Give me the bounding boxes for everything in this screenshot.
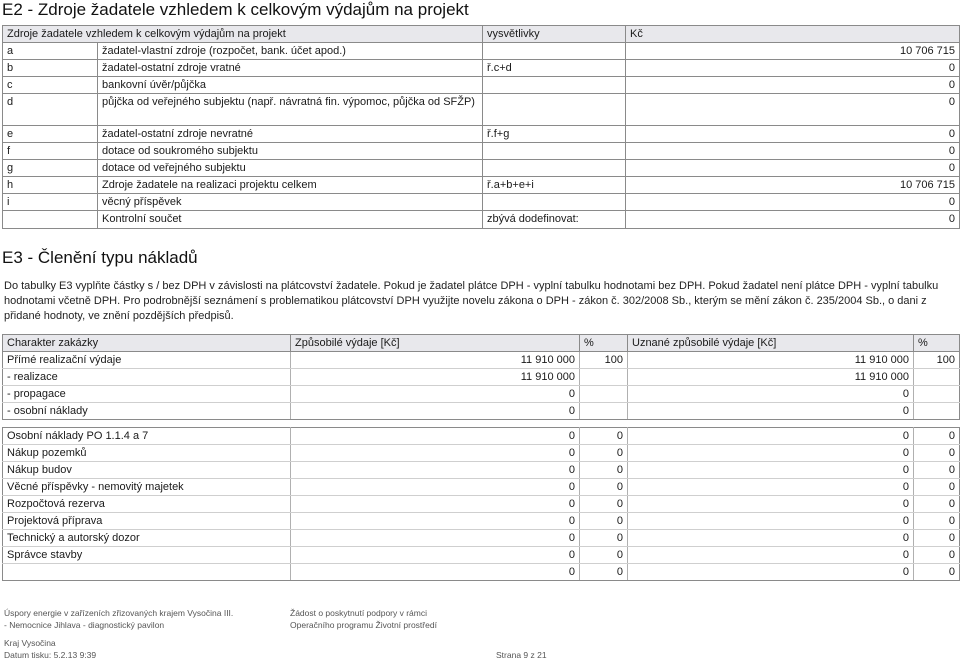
row-value: 10 706 715	[626, 43, 960, 60]
approved-amount: 0	[628, 496, 914, 513]
table-row	[3, 143, 960, 160]
section-title-e3: E3 - Členění typu nákladů	[2, 248, 198, 267]
row-label	[3, 564, 291, 581]
row-code: b	[3, 60, 98, 77]
eligible-percent: 0	[580, 547, 628, 564]
eligible-amount: 0	[291, 462, 580, 479]
table-row	[3, 547, 960, 564]
checksum-blank	[3, 211, 98, 229]
row-note: ř.f+g	[483, 126, 626, 143]
approved-percent: 0	[914, 564, 960, 581]
approved-percent	[914, 386, 960, 403]
approved-amount: 11 910 000	[628, 352, 914, 369]
approved-percent: 0	[914, 479, 960, 496]
table-row	[3, 428, 960, 445]
row-note	[483, 160, 626, 177]
cost-breakdown-table	[2, 334, 960, 581]
eligible-percent: 0	[580, 428, 628, 445]
eligible-percent	[580, 386, 628, 403]
table-row	[3, 77, 960, 94]
table-row	[3, 530, 960, 547]
header-c3: %	[580, 335, 628, 352]
row-label: Osobní náklady PO 1.1.4 a 7	[3, 428, 291, 445]
approved-amount: 0	[628, 530, 914, 547]
approved-percent: 0	[914, 428, 960, 445]
row-value: 0	[626, 94, 960, 126]
eligible-percent: 0	[580, 462, 628, 479]
row-code: f	[3, 143, 98, 160]
header-notes: vysvětlivky	[483, 26, 626, 43]
row-code: i	[3, 194, 98, 211]
footer-applicant: Kraj Vysočina	[4, 638, 56, 648]
e3-description: Do tabulky E3 vyplňte částky s / bez DPH v závislosti na plátcovství žadatele. Pokud je žadatel plátce DPH - vyplní tabulku hodnotami bez DPH. Pokud žadatel není plátce DPH - vyplní tabulku hodnotami včetně DPH. Pro podrobnější seznámení s problematikou plátcovství DPH využijte novelu zákona o DPH - zákon č. 302/2008 Sb., kterým se mění zákon č. 235/2004 Sb., o dani z přidané hodnoty, ve znění pozdějších předpisů.	[4, 280, 939, 322]
eligible-amount: 0	[291, 386, 580, 403]
approved-amount: 0	[628, 445, 914, 462]
print-date: Datum tisku: 5.2.13 9:39	[4, 650, 97, 660]
row-value: 0	[626, 194, 960, 211]
table-row	[3, 513, 960, 530]
footer-project-line1: Úspory energie v zařízeních zřizovaných krajem Vysočina III.	[4, 608, 234, 618]
header-c4: Uznané způsobilé výdaje [Kč]	[628, 335, 914, 352]
approved-amount: 0	[628, 547, 914, 564]
row-value: 0	[626, 126, 960, 143]
eligible-amount: 0	[291, 564, 580, 581]
checksum-row	[3, 211, 960, 229]
section-title-e2: E2 - Zdroje žadatele vzhledem k celkovým výdajům na projekt	[2, 0, 469, 19]
table-row	[3, 94, 960, 126]
eligible-amount: 11 910 000	[291, 352, 580, 369]
table-row	[3, 160, 960, 177]
footer-program-line1: Žádost o poskytnutí podpory v rámci	[290, 608, 428, 618]
table-row	[3, 445, 960, 462]
approved-percent: 0	[914, 462, 960, 479]
eligible-amount: 11 910 000	[291, 369, 580, 386]
header-sources: Zdroje žadatele vzhledem k celkovým výdajům na projekt	[3, 26, 483, 43]
approved-amount: 0	[628, 513, 914, 530]
row-label: věcný příspěvek	[98, 194, 483, 211]
eligible-amount: 0	[291, 403, 580, 420]
table-row	[3, 386, 960, 403]
row-label: Nákup pozemků	[3, 445, 291, 462]
checksum-value: 0	[626, 211, 960, 229]
eligible-amount: 0	[291, 479, 580, 496]
eligible-amount: 0	[291, 530, 580, 547]
row-label: Správce stavby	[3, 547, 291, 564]
table-row	[3, 462, 960, 479]
spacer-row	[3, 420, 960, 428]
row-note	[483, 77, 626, 94]
approved-amount: 0	[628, 428, 914, 445]
eligible-percent: 0	[580, 530, 628, 547]
eligible-amount: 0	[291, 513, 580, 530]
table-header-row	[3, 335, 960, 352]
row-label: dotace od veřejného subjektu	[98, 160, 483, 177]
row-note: ř.a+b+e+i	[483, 177, 626, 194]
row-value: 0	[626, 143, 960, 160]
row-value: 0	[626, 160, 960, 177]
row-label: dotace od soukromého subjektu	[98, 143, 483, 160]
eligible-percent	[580, 403, 628, 420]
table-row	[3, 369, 960, 386]
eligible-percent: 0	[580, 513, 628, 530]
sources-table	[2, 25, 960, 229]
row-note	[483, 143, 626, 160]
header-c2: Způsobilé výdaje [Kč]	[291, 335, 580, 352]
page-number: Strana 9 z 21	[496, 650, 547, 660]
row-code: g	[3, 160, 98, 177]
eligible-percent: 100	[580, 352, 628, 369]
approved-amount: 0	[628, 403, 914, 420]
row-label: žadatel-vlastní zdroje (rozpočet, bank. účet apod.)	[98, 43, 483, 60]
row-code: d	[3, 94, 98, 126]
table-header-row	[3, 26, 960, 43]
approved-percent: 0	[914, 445, 960, 462]
footer-program-line2: Operačního programu Životní prostředí	[290, 620, 437, 630]
approved-percent: 100	[914, 352, 960, 369]
row-value: 0	[626, 77, 960, 94]
table-row	[3, 194, 960, 211]
row-value: 10 706 715	[626, 177, 960, 194]
table-row	[3, 479, 960, 496]
row-label: Zdroje žadatele na realizaci projektu celkem	[98, 177, 483, 194]
table-row	[3, 43, 960, 60]
approved-amount: 0	[628, 462, 914, 479]
header-czk: Kč	[626, 26, 960, 43]
row-value: 0	[626, 60, 960, 77]
approved-amount: 11 910 000	[628, 369, 914, 386]
table-row	[3, 403, 960, 420]
eligible-percent: 0	[580, 479, 628, 496]
table-row	[3, 496, 960, 513]
row-label: - realizace	[3, 369, 291, 386]
row-label: Rozpočtová rezerva	[3, 496, 291, 513]
approved-percent	[914, 403, 960, 420]
footer-program	[290, 607, 437, 631]
row-label: bankovní úvěr/půjčka	[98, 77, 483, 94]
approved-percent: 0	[914, 496, 960, 513]
row-code: a	[3, 43, 98, 60]
row-label: Věcné příspěvky - nemovitý majetek	[3, 479, 291, 496]
approved-amount: 0	[628, 386, 914, 403]
eligible-amount: 0	[291, 547, 580, 564]
approved-percent: 0	[914, 513, 960, 530]
header-c5: %	[914, 335, 960, 352]
approved-percent	[914, 369, 960, 386]
row-code: e	[3, 126, 98, 143]
row-label: půjčka od veřejného subjektu (např. návratná fin. výpomoc, půjčka od SFŽP)	[98, 94, 483, 126]
row-label: Projektová příprava	[3, 513, 291, 530]
row-code: h	[3, 177, 98, 194]
eligible-percent: 0	[580, 445, 628, 462]
eligible-amount: 0	[291, 445, 580, 462]
eligible-amount: 0	[291, 428, 580, 445]
approved-percent: 0	[914, 547, 960, 564]
eligible-amount: 0	[291, 496, 580, 513]
approved-amount: 0	[628, 564, 914, 581]
eligible-percent: 0	[580, 564, 628, 581]
table-row	[3, 126, 960, 143]
footer-project	[4, 607, 233, 649]
row-label: Nákup budov	[3, 462, 291, 479]
table-row	[3, 352, 960, 369]
eligible-percent	[580, 369, 628, 386]
row-code: c	[3, 77, 98, 94]
row-note	[483, 194, 626, 211]
row-label: - propagace	[3, 386, 291, 403]
row-note	[483, 94, 626, 126]
row-label: Přímé realizační výdaje	[3, 352, 291, 369]
row-label: žadatel-ostatní zdroje nevratné	[98, 126, 483, 143]
row-label: žadatel-ostatní zdroje vratné	[98, 60, 483, 77]
row-note	[483, 43, 626, 60]
row-note: ř.c+d	[483, 60, 626, 77]
approved-amount: 0	[628, 479, 914, 496]
footer-project-line2: - Nemocnice Jihlava - diagnostický pavilon	[4, 620, 165, 630]
table-row	[3, 60, 960, 77]
row-label: Technický a autorský dozor	[3, 530, 291, 547]
spacer-cell	[3, 420, 960, 428]
approved-percent: 0	[914, 530, 960, 547]
total-row	[3, 564, 960, 581]
checksum-label: Kontrolní součet	[98, 211, 483, 229]
eligible-percent: 0	[580, 496, 628, 513]
checksum-note: zbývá dodefinovat:	[483, 211, 626, 229]
table-row	[3, 177, 960, 194]
row-label: - osobní náklady	[3, 403, 291, 420]
header-c1: Charakter zakázky	[3, 335, 291, 352]
